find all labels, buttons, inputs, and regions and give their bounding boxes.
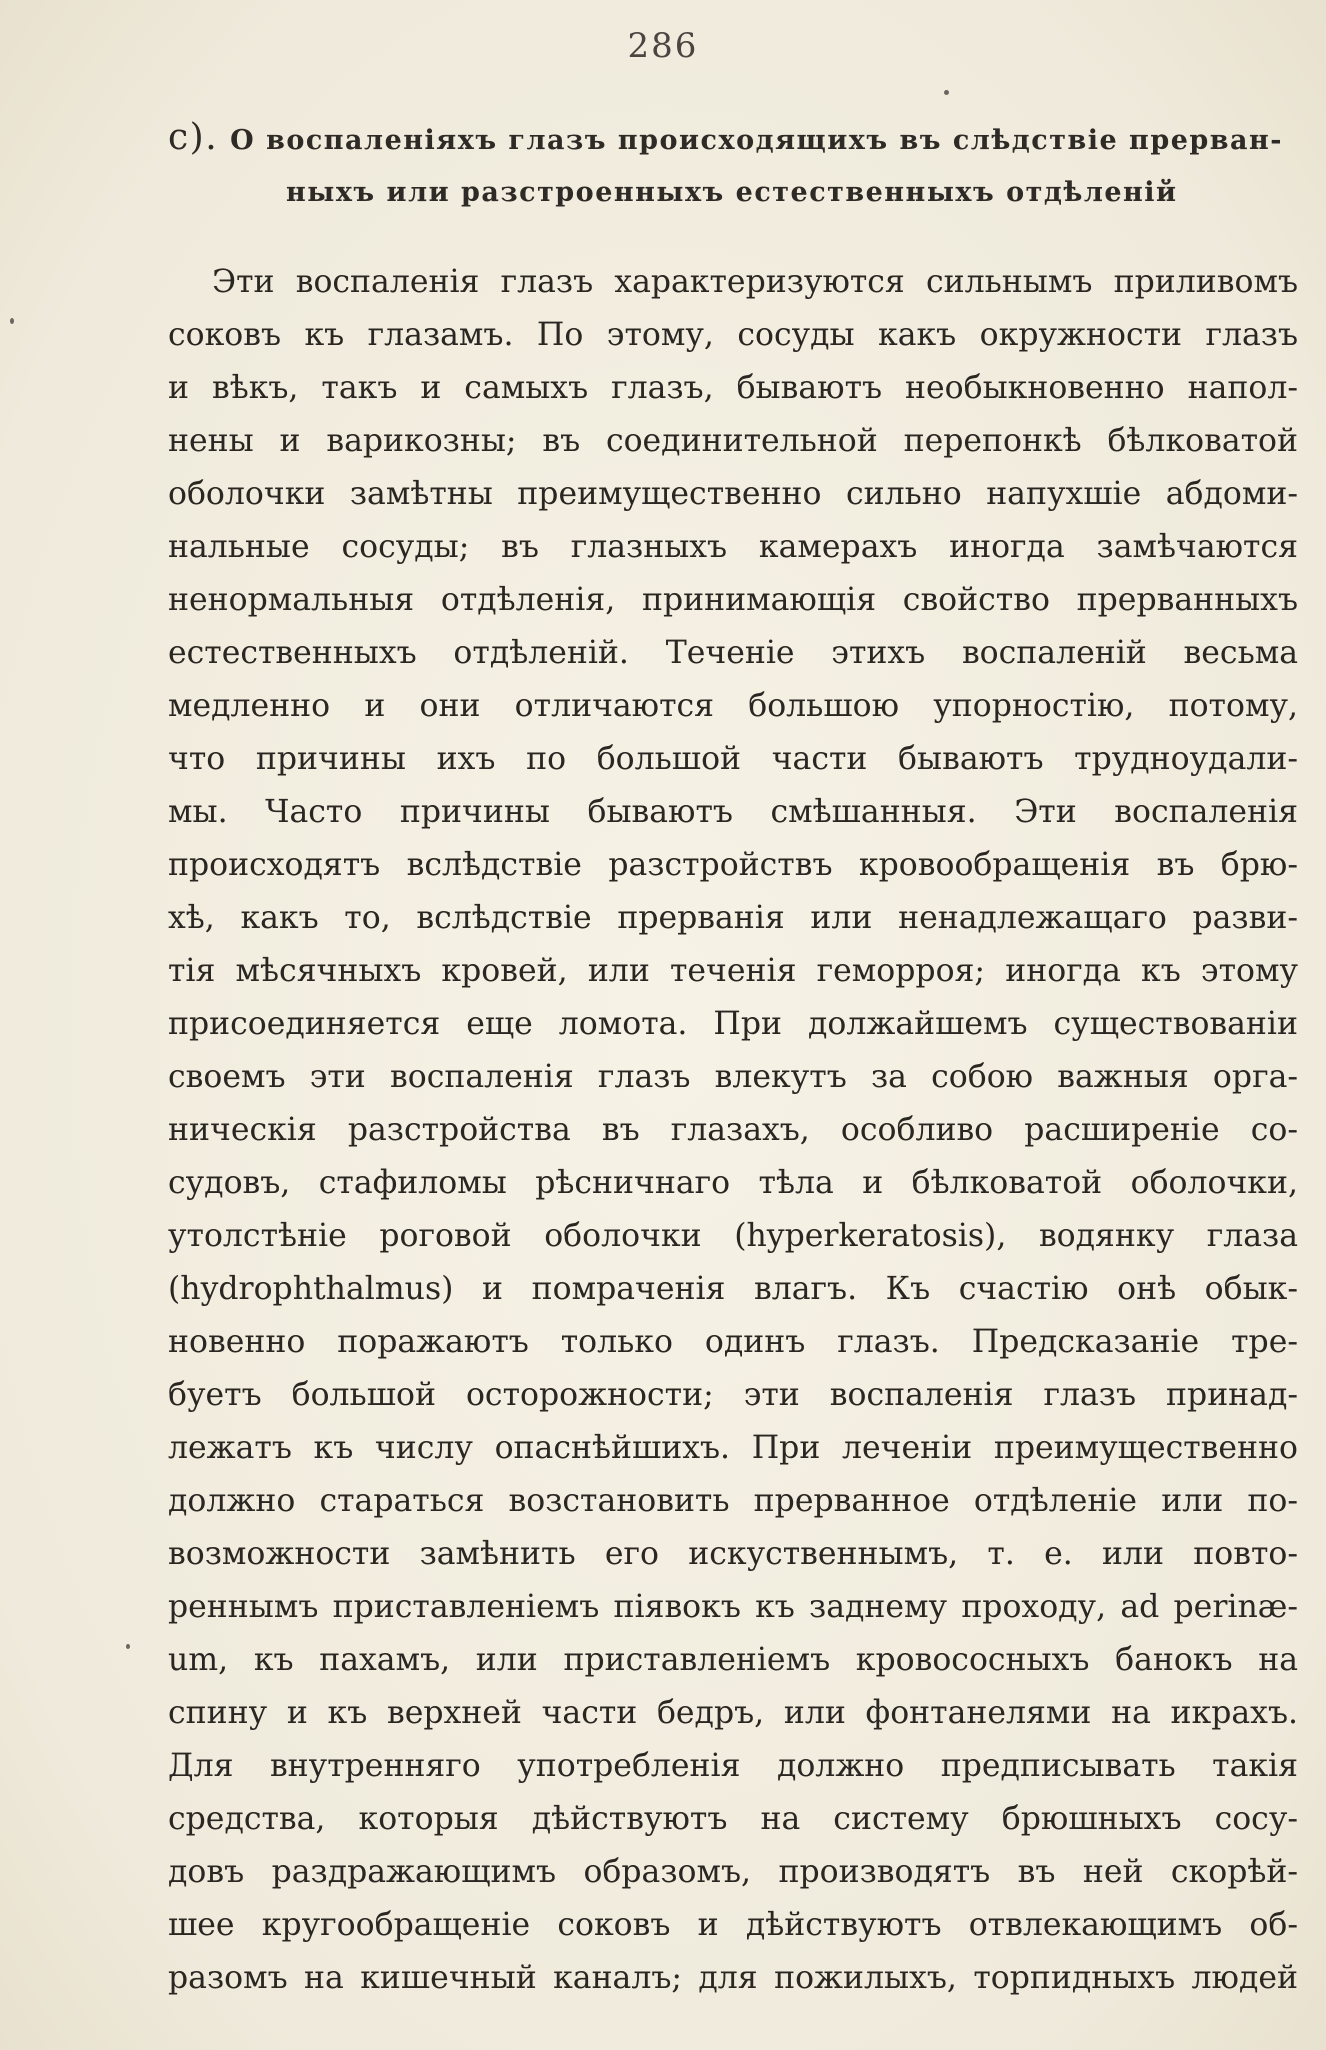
text-line: соковъ къ глазамъ. По этому, сосуды какъ окружности глазъ: [168, 317, 1298, 353]
heading-line-1: [168, 112, 1288, 167]
text-line: естественныхъ отдѣленій. Теченіе этихъ воспаленій весьма: [168, 635, 1298, 671]
text-line: и вѣкъ, такъ и самыхъ глазъ, бываютъ необыкновенно напол-: [168, 370, 1298, 406]
text-line: утолстѣніе роговой оболочки (hyperkeratosis), водянку глаза: [168, 1218, 1298, 1254]
page-number: 286: [627, 26, 699, 66]
text-line: разомъ на кишечный каналъ; для пожилыхъ, торпидныхъ людей: [168, 1960, 1298, 1996]
text-line: нены и варикозны; въ соединительной перепонкѣ бѣлковатой: [168, 423, 1298, 459]
text-line: довъ раздражающимъ образомъ, производятъ въ ней скорѣй-: [168, 1854, 1298, 1890]
text-line: лежатъ къ числу опаснѣйшихъ. При леченіи преимущественно: [168, 1430, 1298, 1466]
text-line: тія мѣсячныхъ кровей, или теченія геморроя; иногда къ этому: [168, 953, 1298, 989]
text-line: новенно поражаютъ только одинъ глазъ. Предсказаніе тре-: [168, 1324, 1298, 1360]
text-line: спину и къ верхней части бедръ, или фонтанелями на икрахъ.: [168, 1695, 1298, 1731]
text-line: ненормальныя отдѣленія, принимающія свойство прерванныхъ: [168, 582, 1298, 618]
text-line: судовъ, стафиломы рѣсничнаго тѣла и бѣлковатой оболочки,: [168, 1165, 1298, 1201]
text-line: Эти воспаленія глазъ характеризуются сильнымъ приливомъ: [212, 264, 1298, 300]
text-line: мы. Часто причины бываютъ смѣшанныя. Эти воспаленія: [168, 794, 1298, 830]
text-line: хѣ, какъ то, вслѣдствіе прерванія или ненадлежащаго разви-: [168, 900, 1298, 936]
section-heading: [168, 112, 1288, 219]
text-line: нальные сосуды; въ глазныхъ камерахъ иногда замѣчаются: [168, 529, 1298, 565]
heading-line-2: ныхъ или разстроенныхъ естественныхъ отдѣленій: [286, 177, 1178, 208]
print-speck: [10, 318, 14, 324]
text-line: шее кругообращеніе соковъ и дѣйствуютъ отвлекающимъ об-: [168, 1907, 1298, 1943]
body-text: [168, 256, 1298, 2005]
text-line: ническія разстройства въ глазахъ, особливо расширеніе со-: [168, 1112, 1298, 1148]
text-line: своемъ эти воспаленія глазъ влекутъ за собою важныя орга-: [168, 1059, 1298, 1095]
text-line: медленно и они отличаются большою упорностію, потому,: [168, 688, 1298, 724]
text-line: присоединяется еще ломота. При должайшемъ существованіи: [168, 1006, 1298, 1042]
print-speck: [126, 1644, 130, 1649]
text-line: должно стараться возстановить прерванное отдѣленіе или по-: [168, 1483, 1298, 1519]
text-line: что причины ихъ по большой части бываютъ трудноудали-: [168, 741, 1298, 777]
heading-line-1-text: О воспаленіяхъ глазъ происходящихъ въ слѣдствіе прерван-: [230, 125, 1283, 156]
text-line: буетъ большой осторожности; эти воспаленія глазъ принад-: [168, 1377, 1298, 1413]
text-line: оболочки замѣтны преимущественно сильно напухшіе абдоми-: [168, 476, 1298, 512]
text-line: средства, которыя дѣйствуютъ на систему брюшныхъ сосу-: [168, 1801, 1298, 1837]
print-speck: [944, 90, 949, 95]
text-line: Для внутренняго употребленія должно предписывать такія: [168, 1748, 1298, 1784]
section-marker: c).: [168, 117, 219, 158]
text-line: возможности замѣнить его искуственнымъ, т. е. или повто-: [168, 1536, 1298, 1572]
text-line: (hydrophthalmus) и помраченія влагъ. Къ счастію онѣ обык-: [168, 1271, 1298, 1307]
text-line: реннымъ приставленіемъ піявокъ къ заднему проходу, ad perinæ-: [168, 1589, 1298, 1625]
text-line: происходятъ вслѣдствіе разстройствъ кровообращенія въ брю-: [168, 847, 1298, 883]
text-line: um, къ пахамъ, или приставленіемъ кровососныхъ банокъ на: [168, 1642, 1298, 1678]
